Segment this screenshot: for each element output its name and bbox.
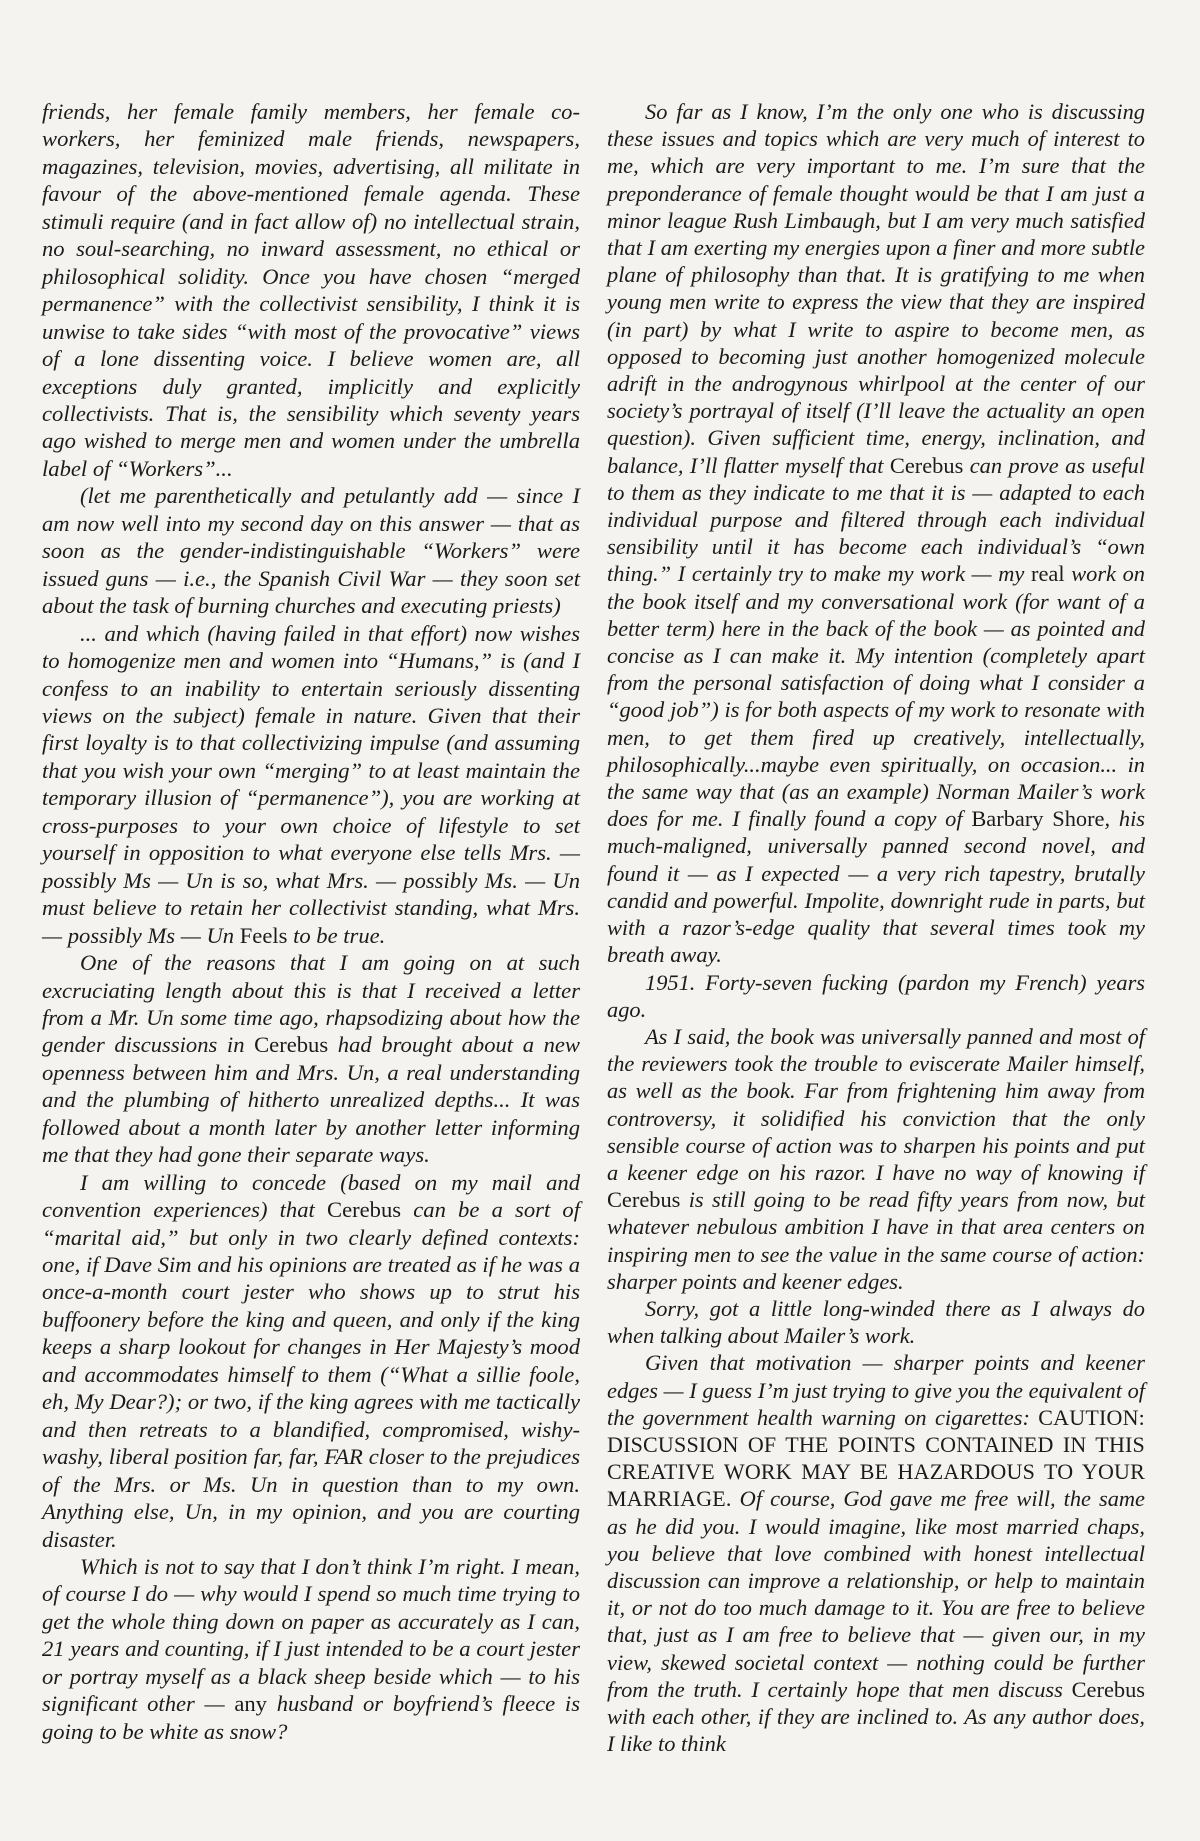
right-paragraph-1-text-c: work on the book itself and my conversational work (for want of a better term) here in the back of the book — as pointed and concise as I can make it. My intention (completely apart from the personal satisfaction of doing what I consider a “good job”) is for both aspects of my work to resonate with men, to get them fired up creatively, intellectually, philosophically...maybe even spiritually, on occasion... in the same way that (as an example) Norman Mailer’s work does for me. I finally found a copy of — [607, 561, 1146, 832]
right-paragraph-3-text-b: is still going to be read fifty years from now, but whatever nebulous ambition I have in that area centers on inspiring men to see the value in the same course of action: sharper points and keener edges. — [607, 1187, 1145, 1294]
left-paragraph-1 — [42, 98, 580, 482]
right-paragraph-4-text: Sorry, got a little long-winded there as I always do when talking about Mailer’s work. — [607, 1295, 1145, 1349]
left-paragraph-2 — [42, 482, 580, 619]
right-paragraph-3-text-a: As I said, the book was universally panned and most of the reviewers took the trouble to eviscerate Mailer himself, as well as the book. Far from frightening him away from controversy, it solidified his conviction that the only sensible course of action was to sharpen his points and put a keener edge on his razor. I have no way of knowing if — [607, 1023, 1145, 1185]
left-paragraph-6-text-b: husband or boyfriend’s fleece is going to be white as snow? — [42, 1691, 581, 1744]
right-paragraph-5 — [607, 1349, 1145, 1757]
cerebus-title: Cerebus — [607, 1187, 681, 1213]
right-paragraph-2 — [607, 969, 1145, 1023]
right-paragraph-5-text-b: Of course, God gave me free will, the same as he did you. I would imagine, like most married chaps, you believe that love combined with honest intellectual discussion can improve a relationship, or help to maintain it, or not do too much damage to it. You are free to believe that, just as I am free to believe that — given our, in my view, skewed societal context — nothing could be further from the truth. I certainly hope that men discuss — [607, 1486, 1145, 1702]
right-paragraph-5-text-a: Given that motivation — sharper points and keener edges — I guess I’m just trying to give you the equivalent of the government health warning on cigarettes: — [607, 1350, 1145, 1430]
left-paragraph-4-text-b: had brought about a new openness between him and Mrs. Un, a real understanding and the plumbing of hitherto unrealized depths... It was followed about a month later by another letter informing me that they had gone their separate ways. — [42, 1032, 580, 1168]
left-paragraph-1-text: friends, her female family members, her female co-workers, her feminized male friends, newspapers, magazines, television, movies, advertising, all militate in favour of the above-mentioned female agenda. These stimuli require (and in fact allow of) no intellectual strain, no soul-searching, no inward assessment, no ethical or philosophical solidity. Once you have chosen “merged permanence” with the collectivist sensibility, I think it is unwise to take sides “with most of the provocative” views of a lone dissenting voice. I believe women are, all exceptions duly granted, implicitly and explicitly collectivists. That is, the sensibility which seventy years ago wished to merge men and women under the umbrella label of “Workers”... — [42, 99, 580, 481]
right-paragraph-1-text-d: , his much-maligned, universally panned second novel, and found it — as I expected — a very rich tapestry, brutally candid and powerful. Impolite, downright rude in parts, but with a razor’s-edge quality that several times took my breath away. — [607, 806, 1145, 968]
right-paragraph-2-text: 1951. Forty-seven fucking (pardon my French) years ago. — [607, 969, 1145, 1022]
left-paragraph-2-text: (let me parenthetically and petulantly add — since I am now well into my second day on this answer — that as soon as the gender-indistinguishable “Workers” were issued guns — i.e., the Spanish Civil War — they soon set about the task of burning churches and executing priests) — [42, 483, 580, 619]
feels-word: Feels — [239, 922, 288, 948]
right-column — [607, 98, 1145, 1757]
any-word: any — [234, 1691, 267, 1717]
left-column — [42, 98, 580, 1745]
left-paragraph-3-text-b: to be true. — [287, 922, 386, 948]
caution-warning: CAUTION: DISCUSSION OF THE POINTS CONTAINED IN THIS CREATIVE WORK MAY BE HAZARDOUS TO YOUR MARRIAGE. — [607, 1404, 1145, 1512]
left-paragraph-6 — [42, 1553, 580, 1745]
cerebus-title: Cerebus — [327, 1197, 402, 1223]
right-paragraph-4 — [607, 1295, 1145, 1349]
real-word: real — [1030, 561, 1065, 587]
right-paragraph-1-text-b: can prove as useful to them as they indicate to me that it is — adapted to each individual purpose and filtered through each individual sensibility until it has become each individual’s “own thing.” I certainly try to make my work — my — [607, 452, 1145, 587]
left-paragraph-4 — [42, 949, 580, 1169]
left-paragraph-5-text-a: I am willing to concede (based on my mail and convention experiences) that — [42, 1169, 580, 1223]
right-paragraph-3 — [607, 1023, 1145, 1295]
left-paragraph-6-text-a: Which is not to say that I don’t think I’m right. I mean, of course I do — why would I spend so much time trying to get the whole thing down on paper as accurately as I can, 21 years and counting, if I just intended to be a court jester or portray myself as a black sheep beside which — to his significant other — — [42, 1554, 580, 1717]
barbary-shore-title: Barbary Shore — [971, 806, 1105, 832]
cerebus-title: Cerebus — [889, 452, 964, 478]
right-paragraph-1 — [607, 98, 1145, 969]
left-paragraph-5-text-b: can be a sort of “marital aid,” but only in two clearly defined contexts: one, if Dave Sim and his opinions are treated as if he was a once-a-month court jester who shows up to strut his buffoonery before the king and queen, and only if the king keeps a sharp lookout for changes in Her Majesty’s mood and accommodates himself to them (“What a sillie foole, eh, My Dear?); or two, if the king agrees with me tactically and then retreats to a blandified, compromised, wishy-washy, liberal position far, far, FAR closer to the prejudices of the Mrs. or Ms. Un in question than to my own. Anything else, Un, in my opinion, and you are courting disaster. — [42, 1197, 580, 1552]
left-paragraph-3-text-a: ... and which (having failed in that effort) now wishes to homogenize men and women into “Humans,” is (and I confess to an inability to entertain seriously dissenting views on the subject) female in nature. Given that their first loyalty is to that collectivizing impulse (and assuming that you wish your own “merging” to at least maintain the temporary illusion of “permanence”), you are working at cross-purposes to your own choice of lifestyle to set yourself in opposition to what everyone else tells Mrs. — possibly Ms — Un is so, what Mrs. — possibly Ms. — Un must believe to retain her collectivist standing, what Mrs. — possibly Ms — Un — [42, 620, 580, 948]
right-paragraph-5-text-c: with each other, if they are inclined to. As any author does, I like to think — [607, 1703, 1145, 1757]
cerebus-title: Cerebus — [1071, 1676, 1145, 1702]
left-paragraph-5 — [42, 1169, 580, 1553]
cerebus-title: Cerebus — [254, 1032, 329, 1058]
left-paragraph-3 — [42, 620, 580, 949]
right-paragraph-1-text-a: So far as I know, I’m the only one who is discussing these issues and topics which are very much of interest to me, which are very important to me. I’m sure that the preponderance of female thought would be that I am just a minor league Rush Limbaugh, but I am very much satisfied that I am exerting my energies upon a finer and more subtle plane of philosophy than that. It is gratifying to me when young men write to express the view that they are inspired (in part) by what I write to aspire to become men, as opposed to becoming just another homogenized molecule adrift in the androgynous whirlpool at the center of our society’s portrayal of itself (I’ll leave the actuality an open question). Given sufficient time, energy, inclination, and balance, I’ll flatter myself that — [607, 99, 1145, 478]
left-paragraph-4-text-a: One of the reasons that I am going on at such excruciating length about this is that I received a letter from a Mr. Un some time ago, rhapsodizing about how the gender discussions in — [42, 950, 580, 1058]
